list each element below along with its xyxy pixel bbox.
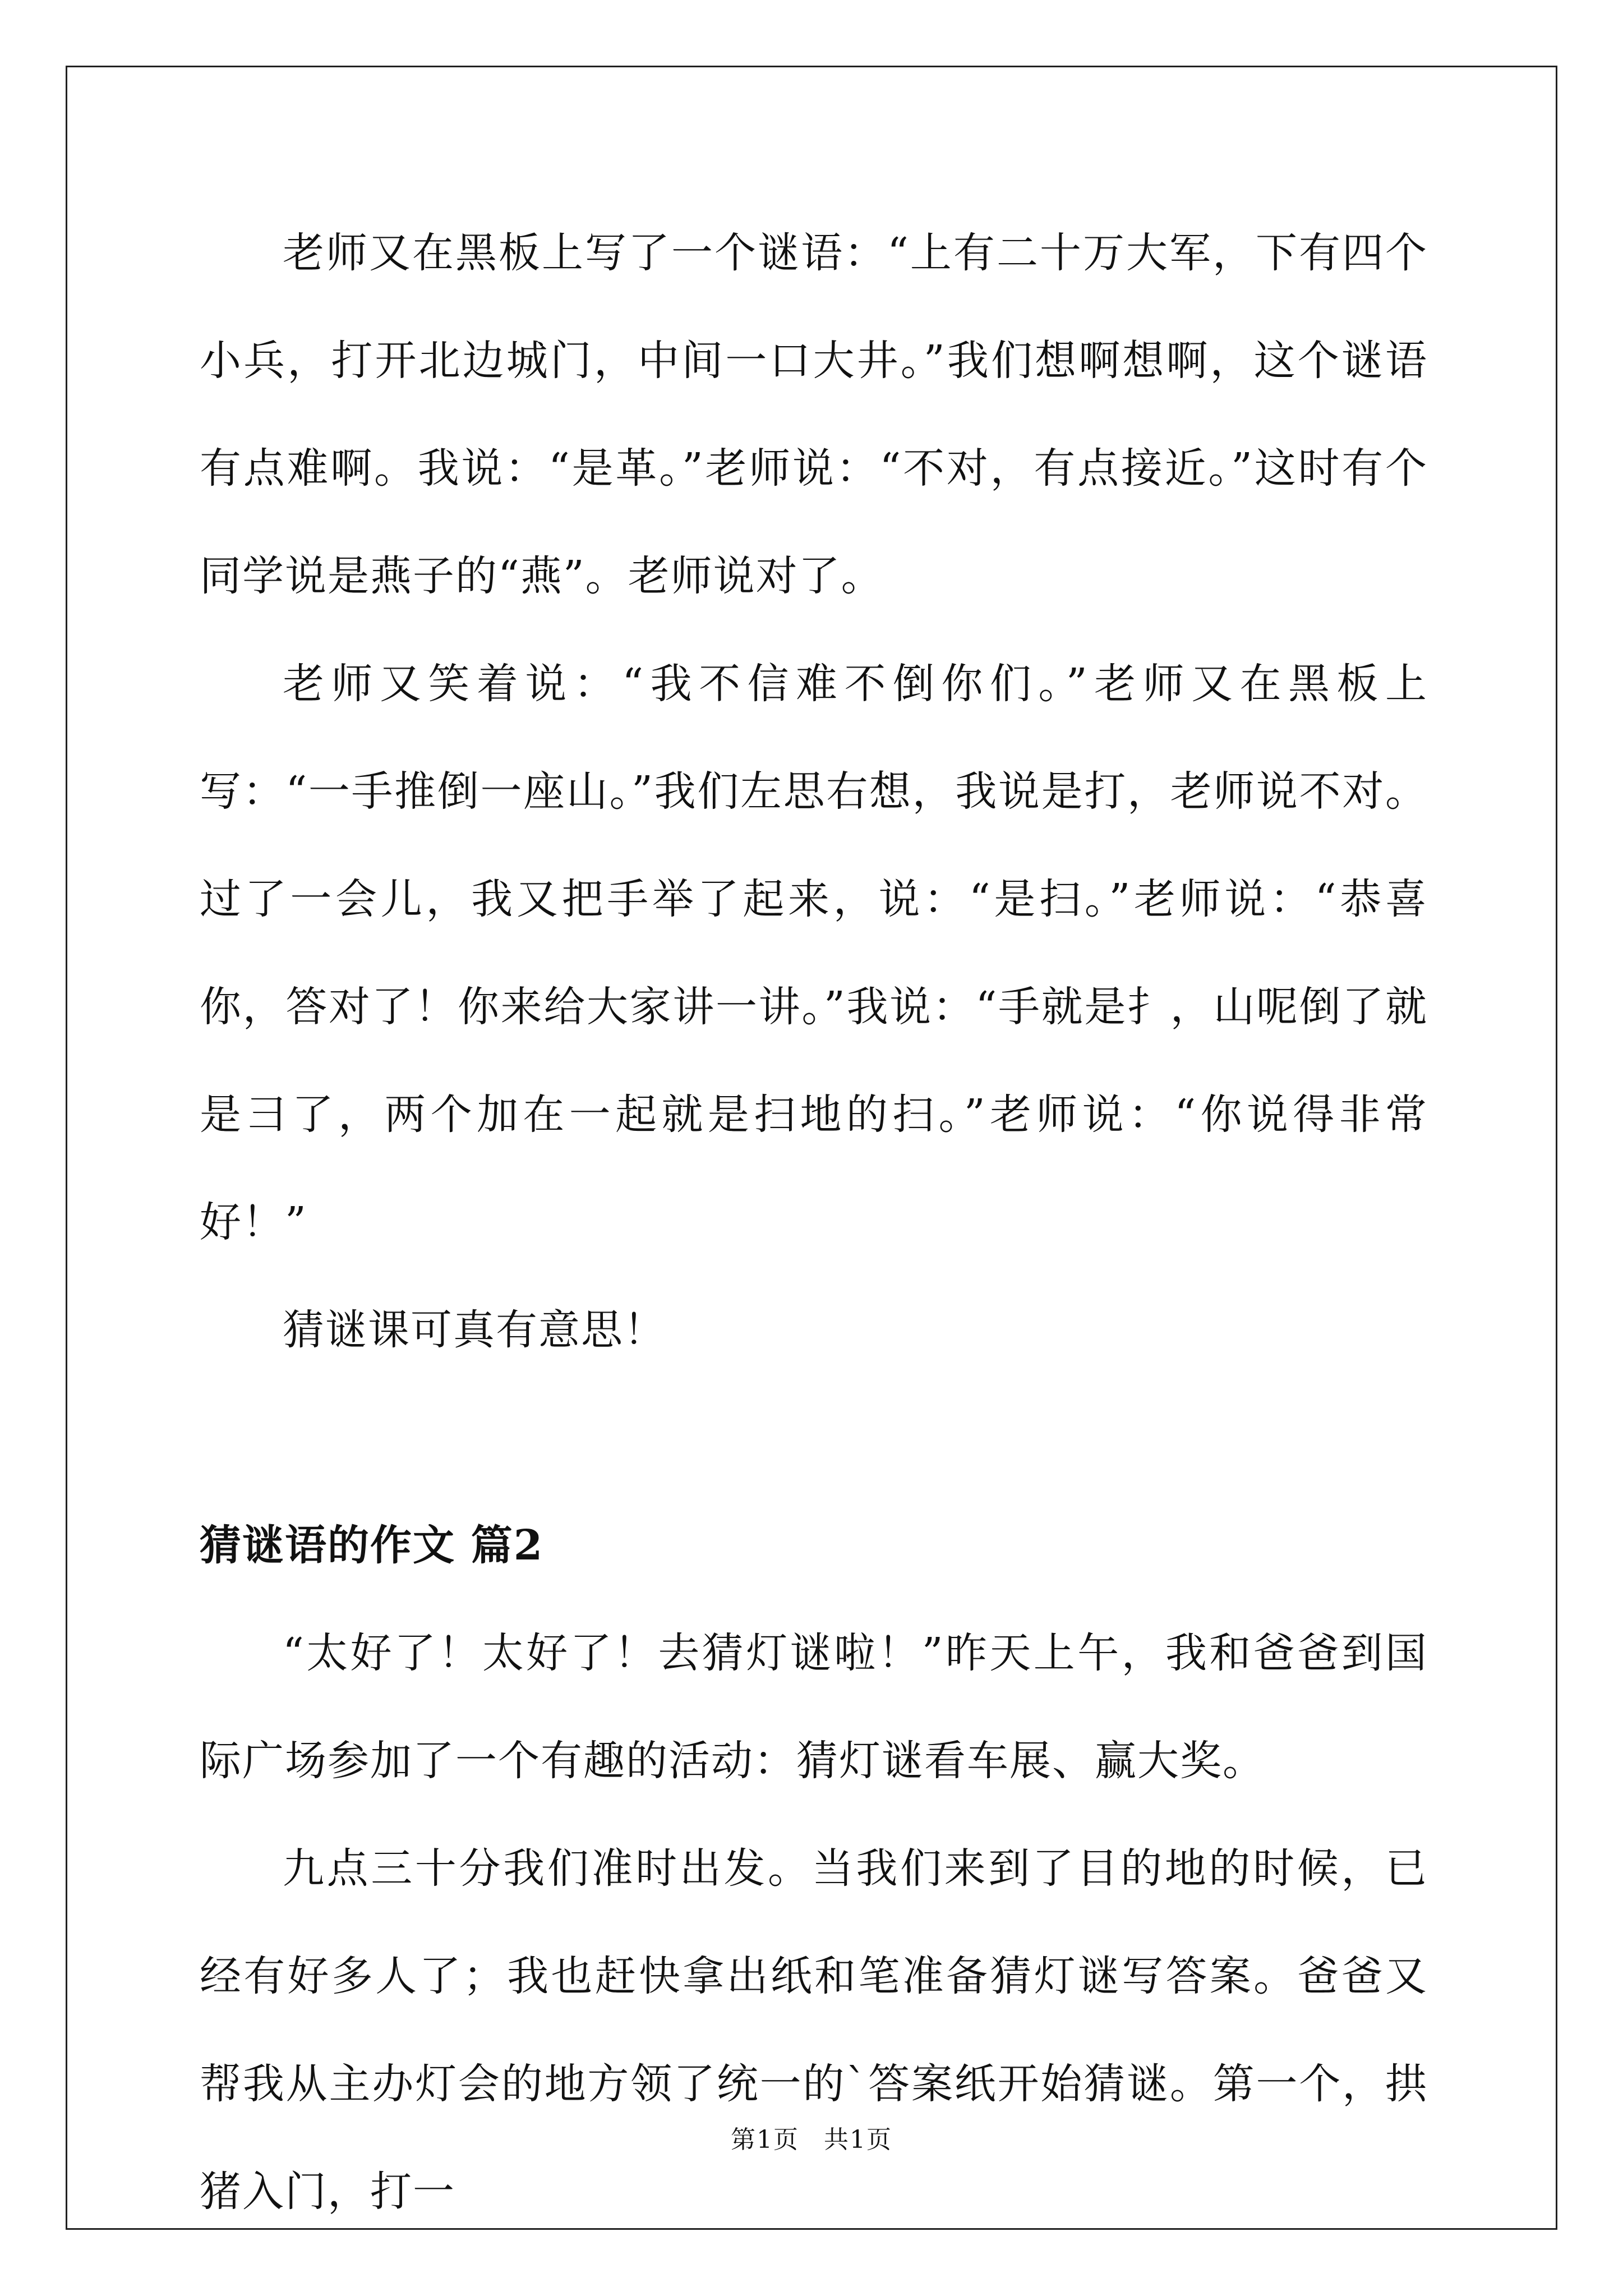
section-heading: 猜谜语的作文 篇2 (200, 1521, 544, 1570)
paragraph-lantern-intro: “太好了！太好了！去猜灯谜啦！”昨天上午，我和爸爸到国际广场参加了一个有趣的活动：猜灯谜看车展、赢大奖。 (200, 1629, 1428, 1785)
page-number: 第1页 (731, 2125, 799, 2154)
page-total: 共1页 (824, 2125, 892, 2154)
paragraph-conclusion: 猜谜课可真有意思！ (283, 1306, 666, 1354)
paragraph-riddle-yan: 老师又在黑板上写了一个谜语：“上有二十万大军，下有四个小兵，打开北边城门，中间一口大井。”我们想啊想啊，这个谜语有点难啊。我说：“是革。”老师说：“不对，有点接近。”这时有个同学说是燕子的“燕”。老师说对了。 (200, 229, 1428, 600)
paragraph-lantern-event: 九点三十分我们准时出发。当我们来到了目的地的时候，已经有好多人了；我也赶快拿出纸和笔准备猜灯谜写答案。爸爸又帮我从主办灯会的地方领了统一的`答案纸开始猜谜。第一个，拱猪入门，打一 (200, 1844, 1428, 2216)
document-body (200, 199, 1428, 2246)
page-footer (0, 2123, 1623, 2157)
paragraph-riddle-sao: 老师又笑着说：“我不信难不倒你们。”老师又在黑板上写：“一手推倒一座山。”我们左思右想，我说是打，老师说不对。过了一会儿，我又把手举了起来，说：“是扫。”老师说：“恭喜你，答对了！你来给大家讲一讲。”我说：“手就是扌，山呢倒了就是彐了，两个加在一起就是扫地的扫。”老师说：“你说得非常好！” (200, 660, 1428, 1246)
